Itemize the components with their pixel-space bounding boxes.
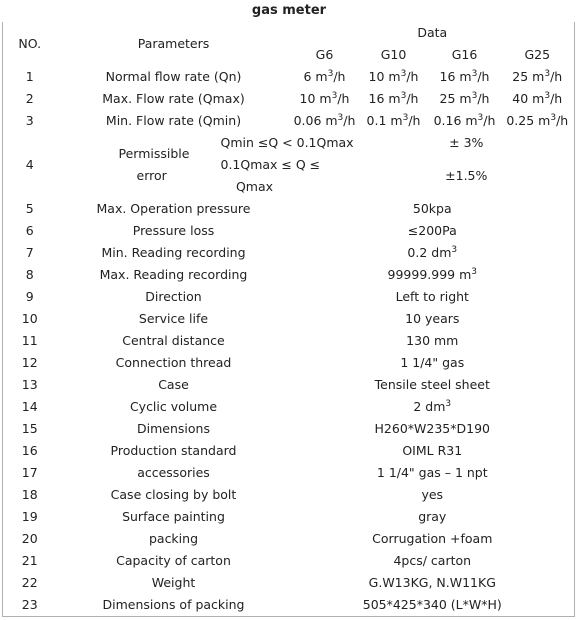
- model-value: 16 $m^3/h$: [368, 90, 419, 106]
- table-row: [3, 374, 575, 396]
- parameter-name: Case closing by bolt: [110, 487, 237, 502]
- table-row: [3, 308, 575, 330]
- table-row: [3, 418, 575, 440]
- parameter-name: Max. Reading recording: [99, 267, 248, 282]
- row-number: 19: [21, 509, 38, 524]
- header-data: Data: [417, 25, 448, 40]
- header-model: G6: [315, 47, 334, 62]
- table-row: [3, 330, 575, 352]
- model-value: 0.06 $m^3/h$: [293, 112, 356, 128]
- row-number: 5: [25, 201, 34, 216]
- parameter-name: Dimensions: [137, 421, 210, 436]
- parameter-value: ≤200Pa: [407, 223, 457, 238]
- model-value: 25 $m^3/h$: [512, 68, 563, 84]
- model-value: 16 $m^3/h$: [439, 68, 490, 84]
- row-number: 16: [21, 443, 38, 458]
- parameter-name: packing: [148, 531, 199, 546]
- parameter-name: Weight: [151, 575, 196, 590]
- parameter-name: Normal flow rate (Qn): [105, 69, 242, 84]
- parameter-name: Cyclic volume: [129, 399, 218, 414]
- error-condition: 0.1Qmax ≤ Q ≤: [220, 157, 321, 172]
- parameter-name: Surface painting: [122, 509, 225, 524]
- table-row: [3, 264, 575, 286]
- row-number: 2: [25, 91, 34, 106]
- table-row: [3, 396, 575, 418]
- parameter-value: 0.2 $dm^3$: [407, 244, 458, 260]
- parameter-value: 2 $dm^3$: [413, 398, 452, 414]
- table-row: [3, 242, 575, 264]
- parameter-name: Production standard: [110, 443, 237, 458]
- parameter-name: Connection thread: [115, 355, 232, 370]
- parameter-name: accessories: [137, 465, 210, 480]
- parameter-name: Service life: [138, 311, 209, 326]
- error-value: ± 3%: [449, 135, 484, 150]
- row-number: 11: [21, 333, 38, 348]
- row-number: 23: [21, 597, 38, 612]
- model-value: 0.16 $m^3/h$: [433, 112, 496, 128]
- parameter-value: 50kpa: [412, 201, 452, 216]
- parameter-value: 505*425*340 (L*W*H): [362, 597, 502, 612]
- table-row: [3, 484, 575, 506]
- parameter-value: 1 1/4" gas – 1 npt: [376, 465, 488, 480]
- table-row: [3, 198, 575, 220]
- table-row: [3, 594, 575, 617]
- row-number: 1: [25, 69, 34, 84]
- parameter-name: Dimensions of packing: [102, 597, 245, 612]
- table-row: [3, 440, 575, 462]
- parameter-value: Corrugation +foam: [372, 531, 493, 546]
- row-number: 3: [25, 113, 34, 128]
- parameter-name: Pressure loss: [132, 223, 215, 238]
- header-parameters: Parameters: [137, 36, 210, 51]
- table-row: [3, 66, 575, 88]
- parameter-value: 4pcs/ carton: [393, 553, 472, 568]
- model-value: 6 $m^3/h$: [303, 68, 346, 84]
- parameter-value: 1 1/4" gas: [400, 355, 465, 370]
- parameter-value: 99999.999 $m^3$: [387, 266, 478, 282]
- parameter-name: Min. Flow rate (Qmin): [105, 113, 242, 128]
- parameter-value: OIML R31: [402, 443, 463, 458]
- table-row: [3, 220, 575, 242]
- page-title: gas meter: [251, 3, 327, 18]
- table-row: [3, 88, 575, 110]
- parameter-name: Max. Flow rate (Qmax): [102, 91, 245, 106]
- header-model: G10: [380, 47, 407, 62]
- row-number: 21: [21, 553, 38, 568]
- error-condition: Qmin ≤Q < 0.1Qmax: [220, 135, 354, 150]
- table-row: [3, 462, 575, 484]
- row-number: 10: [21, 311, 38, 326]
- header-model: G16: [451, 47, 478, 62]
- model-value: 25 $m^3/h$: [439, 90, 490, 106]
- row-number: 15: [21, 421, 38, 436]
- parameter-value: G.W13KG, N.W11KG: [368, 575, 496, 590]
- parameter-name: Min. Reading recording: [101, 245, 246, 260]
- row-number: 20: [21, 531, 38, 546]
- model-value: 40 $m^3/h$: [512, 90, 563, 106]
- error-row: [3, 132, 575, 154]
- spec-table: [2, 22, 575, 617]
- row-number: 7: [25, 245, 34, 260]
- table-row: [3, 286, 575, 308]
- header-row: [3, 22, 575, 44]
- parameter-value: gray: [418, 509, 447, 524]
- parameter-value: Tensile steel sheet: [374, 377, 490, 392]
- parameter-value: 130 mm: [406, 333, 459, 348]
- error-value: ±1.5%: [445, 168, 488, 183]
- parameter-value: yes: [421, 487, 444, 502]
- table-row: [3, 352, 575, 374]
- parameter-name: Case: [158, 377, 189, 392]
- parameter-value: 10 years: [405, 311, 460, 326]
- header-no: NO.: [18, 36, 42, 51]
- parameter-name: Capacity of carton: [116, 553, 231, 568]
- row-number: 13: [21, 377, 38, 392]
- parameter-name: Central distance: [122, 333, 225, 348]
- error-condition: Qmax: [235, 179, 274, 194]
- table-row: [3, 110, 575, 132]
- parameter-name: Direction: [145, 289, 202, 304]
- parameter-value: Left to right: [395, 289, 469, 304]
- row-number: 17: [21, 465, 38, 480]
- row-number: 4: [25, 157, 34, 172]
- header-model: G25: [524, 47, 551, 62]
- table-row: [3, 550, 575, 572]
- model-value: 10 $m^3/h$: [299, 90, 350, 106]
- table-row: [3, 528, 575, 550]
- model-value: 0.1 $m^3/h$: [366, 112, 421, 128]
- error-label-line: Permissible: [118, 146, 190, 161]
- table-row: [3, 572, 575, 594]
- model-value: 0.25 $m^3/h$: [506, 112, 569, 128]
- row-number: 8: [25, 267, 34, 282]
- row-number: 18: [21, 487, 38, 502]
- row-number: 9: [25, 289, 34, 304]
- table-row: [3, 506, 575, 528]
- row-number: 14: [21, 399, 38, 414]
- parameter-name: Max. Operation pressure: [96, 201, 251, 216]
- parameter-value: H260*W235*D190: [374, 421, 490, 436]
- row-number: 6: [25, 223, 34, 238]
- row-number: 22: [21, 575, 38, 590]
- error-label-line: error: [136, 168, 167, 183]
- row-number: 12: [21, 355, 38, 370]
- model-value: 10 $m^3/h$: [368, 68, 419, 84]
